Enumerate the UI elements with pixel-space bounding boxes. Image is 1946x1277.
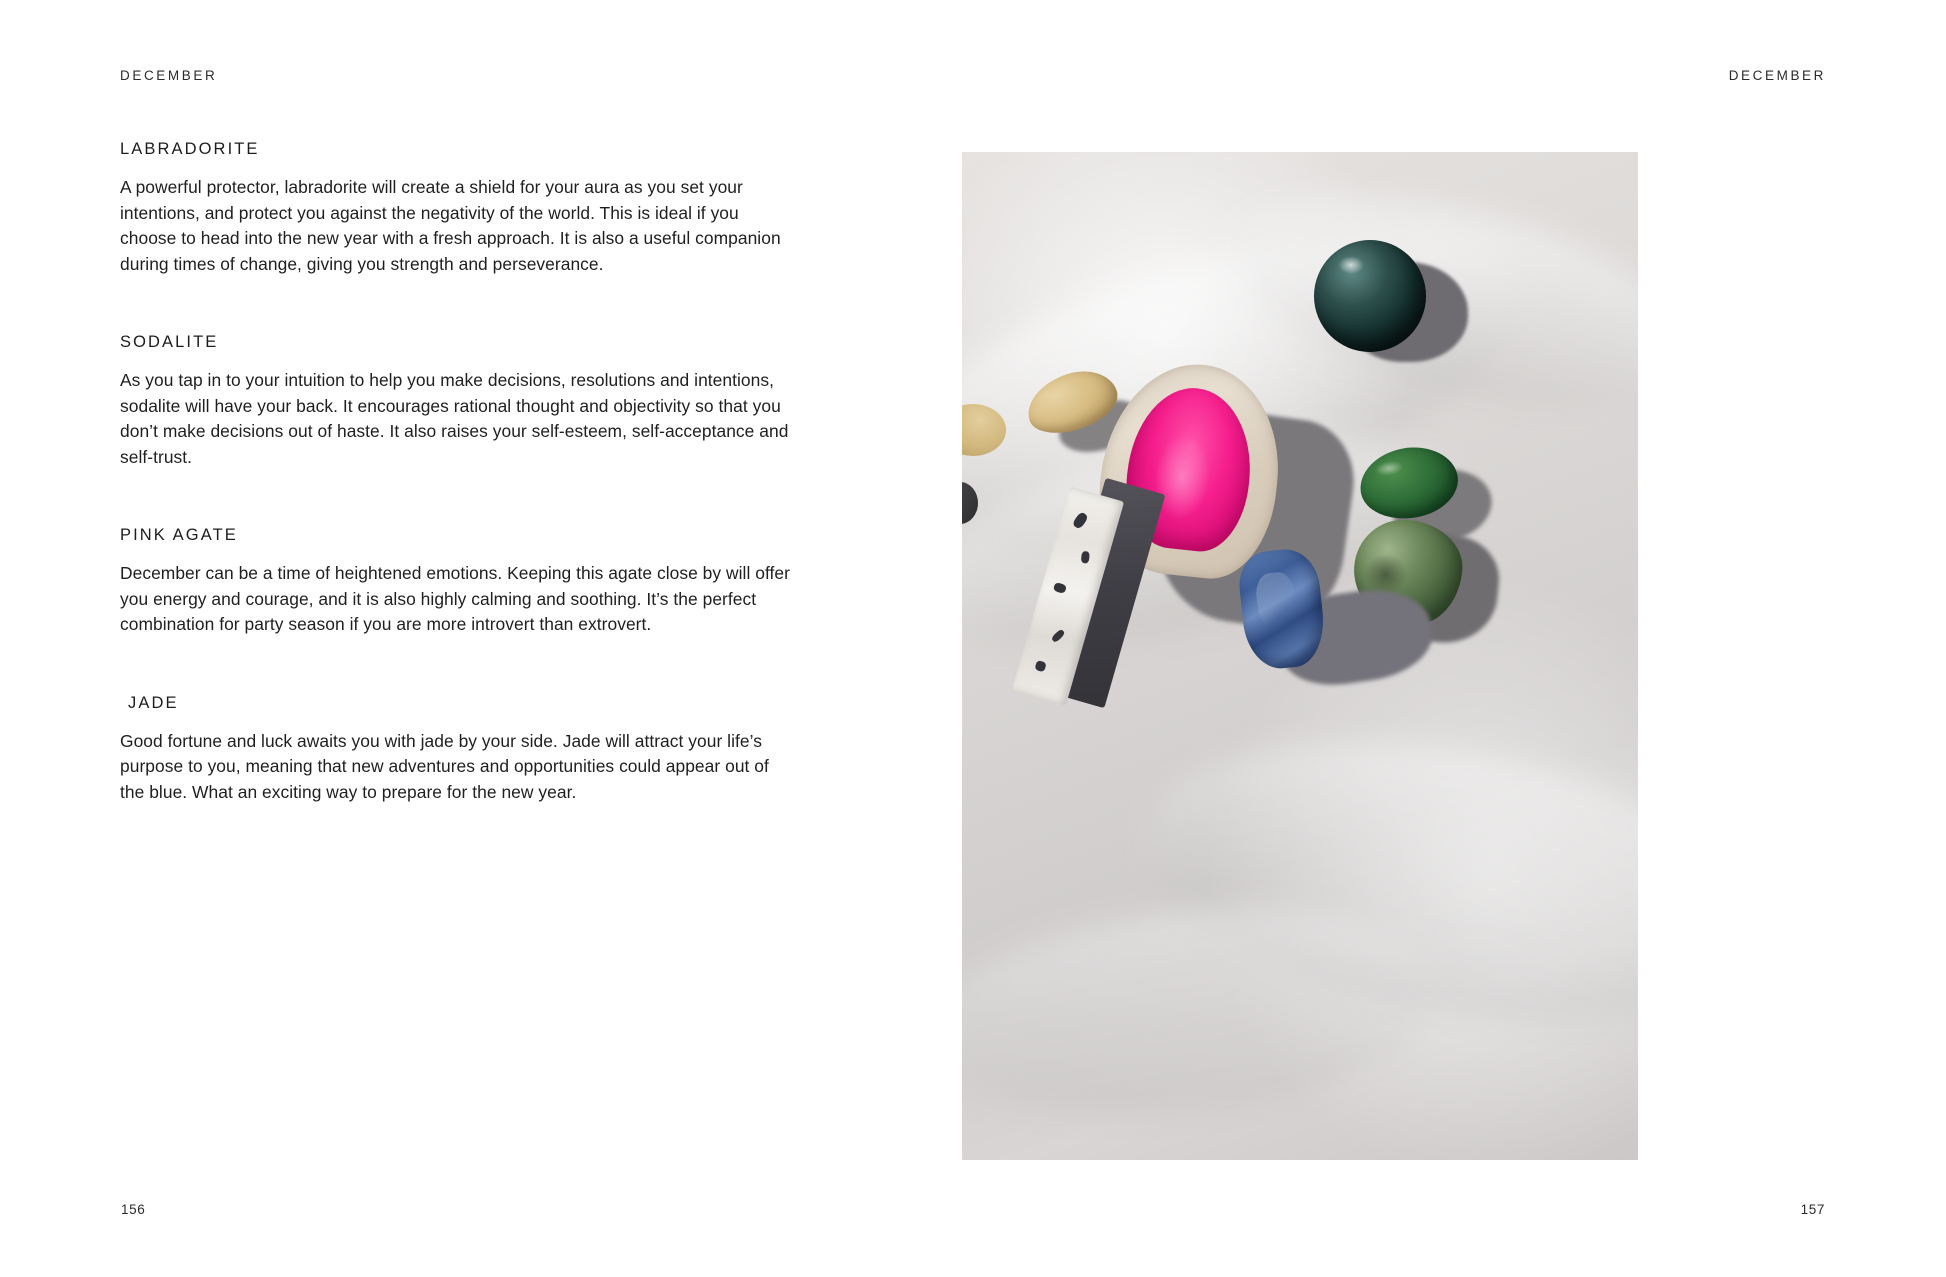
running-head-left: DECEMBER [120,68,218,83]
entry-labradorite [120,140,796,277]
entry-title-sodalite: SODALITE [120,333,219,351]
crystals-photograph [962,152,1638,1160]
running-head-right: DECEMBER [1728,68,1826,83]
folio-left: 156 [121,1202,146,1217]
right-page [973,0,1946,1277]
entry-body-pink-agate: December can be a time of heightened emotions. Keeping this agate close by will offer you energy and courage, and it is also highly calming and soothing. It’s the perfect combination for party season if you are more introvert than extrovert. [120,563,790,634]
entry-title-labradorite: LABRADORITE [120,140,260,158]
mineral-fleck [1051,628,1066,643]
mineral-fleck [1081,551,1090,564]
entry-title-pink-agate: PINK AGATE [120,526,238,544]
mineral-fleck [1053,582,1067,594]
entry-body-sodalite: As you tap in to your intuition to help you make decisions, resolutions and intentions, sodalite will have your back. It encourages rational thought and objectivity so that you don’t make decisions out of haste. It also raises your self-esteem, self-acceptance and self-trust. [120,370,789,467]
photo-background [962,152,1638,1160]
section-spacer [120,301,796,333]
text-column [120,140,796,805]
mineral-fleck [1072,511,1089,530]
entry-pink-agate [120,526,796,638]
entry-sodalite [120,333,796,470]
section-spacer-3 [120,662,796,694]
entry-jade [120,694,796,806]
entry-body-labradorite: A powerful protector, labradorite will create a shield for your aura as you set your intentions, and protect you against the negativity of the world. This is ideal if you choose to head into the new year with a fresh approach. It is also a useful companion during times of change, giving you strength and perseverance. [120,177,781,274]
mineral-fleck [1034,660,1046,672]
entry-title-jade: JADE [128,693,179,712]
entry-body-jade: Good fortune and luck awaits you with jade by your side. Jade will attract your life’s purpose to you, meaning that new adventures and opportunities could appear out of the blue. What an exciting way to prepare for the new year. [120,730,769,802]
section-spacer-2 [120,494,796,526]
dark-green-sphere [1314,240,1426,352]
folio-right: 157 [1800,1202,1825,1217]
